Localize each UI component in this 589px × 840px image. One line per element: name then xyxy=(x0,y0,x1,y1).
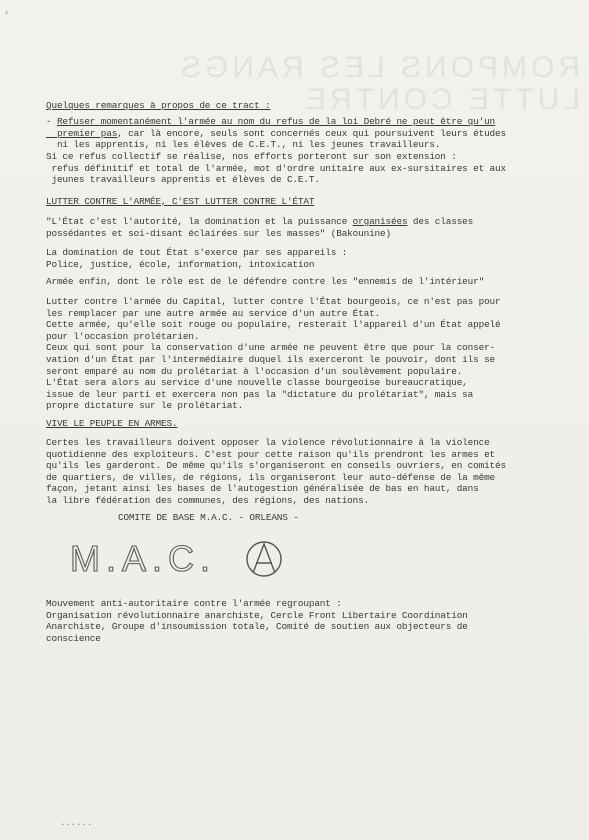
mac-logo-text: M.A.C. xyxy=(70,538,217,579)
show-through-text: ROMPONS LES RANGS LUTTE CONTRE xyxy=(176,51,580,116)
paragraph-domination: La domination de tout État s'exerce par ses appareils : Police, justice, école, information, intoxication xyxy=(46,247,348,270)
slogan-army-state: LUTTER CONTRE L'ARMÉE, C'EST LUTTER CONTRE L'ÉTAT xyxy=(46,196,315,207)
refusal-rest: , car là encore, seuls sont concernés ceux qui poursuivent leurs études ni les apprentis, ni les élèves de C.E.T., ni les jeunes travailleurs. xyxy=(56,127,506,151)
bakunin-quote xyxy=(46,216,566,239)
quote-underlined: organisées xyxy=(352,216,408,227)
paragraph-refusal xyxy=(46,116,566,151)
anarchy-circle-icon xyxy=(247,542,281,576)
paragraph-violence: Certes les travailleurs doivent opposer la violence révolutionnaire à la violence quotidienne des exploiteurs. C'est pour cette raison qu'ils prendront les armes et qu'ils les garderont. De même qu'ils s'organiseront en conseils ouvriers, en comités de quartiers, de villes, de régions, ils organiseront leur auto-défense de la même façon, jetant ainsi les bases de l'autogestion généralisée de bas en haut, dans la libre fédération des communes, des régions, des nations. xyxy=(46,437,506,506)
heading: Quelques remarques à propos de ce tract : xyxy=(46,100,271,111)
quote-part-a: "L'État c'est l'autorité, la domination et la puissance xyxy=(46,216,353,227)
dash: - xyxy=(46,116,57,127)
corner-mark: ‹ xyxy=(4,8,10,18)
paragraph-extension: Si ce refus collectif se réalise, nos efforts porteront sur son extension : refus définitif et total de l'armée, mot d'ordre unitaire aux ex-sursitaires et aux jeunes travailleurs apprentis et élèves de C.E.T. xyxy=(46,151,506,186)
slogan-armed-people: VIVE LE PEUPLE EN ARMES. xyxy=(46,418,178,429)
refusal-underlined: Refuser momentanément l'armée au nom du refus de la loi Debré ne peut être qu'un premier pas xyxy=(56,116,496,139)
committee-signature: COMITE DE BASE M.A.C. - ORLEANS - xyxy=(118,512,299,523)
paragraph-movement: Mouvement anti-autoritaire contre l'armée regroupant : Organisation révolutionnaire anarchiste, Cercle Front Libertaire Coordination Anarchiste, Groupe d'insoumission totale, Comité de soutien aux objecteurs de conscience xyxy=(46,598,468,644)
quote-part-b: des classes possédantes et soi-disant éclairées sur les masses" (Bakounine) xyxy=(46,216,474,239)
stray-dots: ...... xyxy=(60,818,93,828)
mac-logo xyxy=(70,535,310,579)
anarchy-a-icon xyxy=(253,544,275,573)
paragraph-army: Armée enfin, dont le rôle est de le défendre contre les "ennemis de l'intérieur" xyxy=(46,276,485,287)
paragraph-struggle: Lutter contre l'armée du Capital, lutter contre l'État bourgeois, ce n'est pas pour les remplacer par une autre armée au service d'un autre État. Cette armée, qu'elle soit rouge ou populaire, resterait l'appareil d'un État appelé pour l'occasion prolétarien. Ceux qui sont pour la conservation d'une armée ne peuvent être que pour la conser- vation d'un État par l'intermédiaire duquel ils exerceront le pouvoir, dont ils se seront emparé au nom du prolétariat à l'occasion d'un soulèvement populaire. L'État sera alors au service d'une nouvelle classe bourgeoise bureaucratique, issue de leur parti et exercera non pas la "dictature du prolétariat", mais sa propre dictature sur le prolétariat. xyxy=(46,296,501,412)
